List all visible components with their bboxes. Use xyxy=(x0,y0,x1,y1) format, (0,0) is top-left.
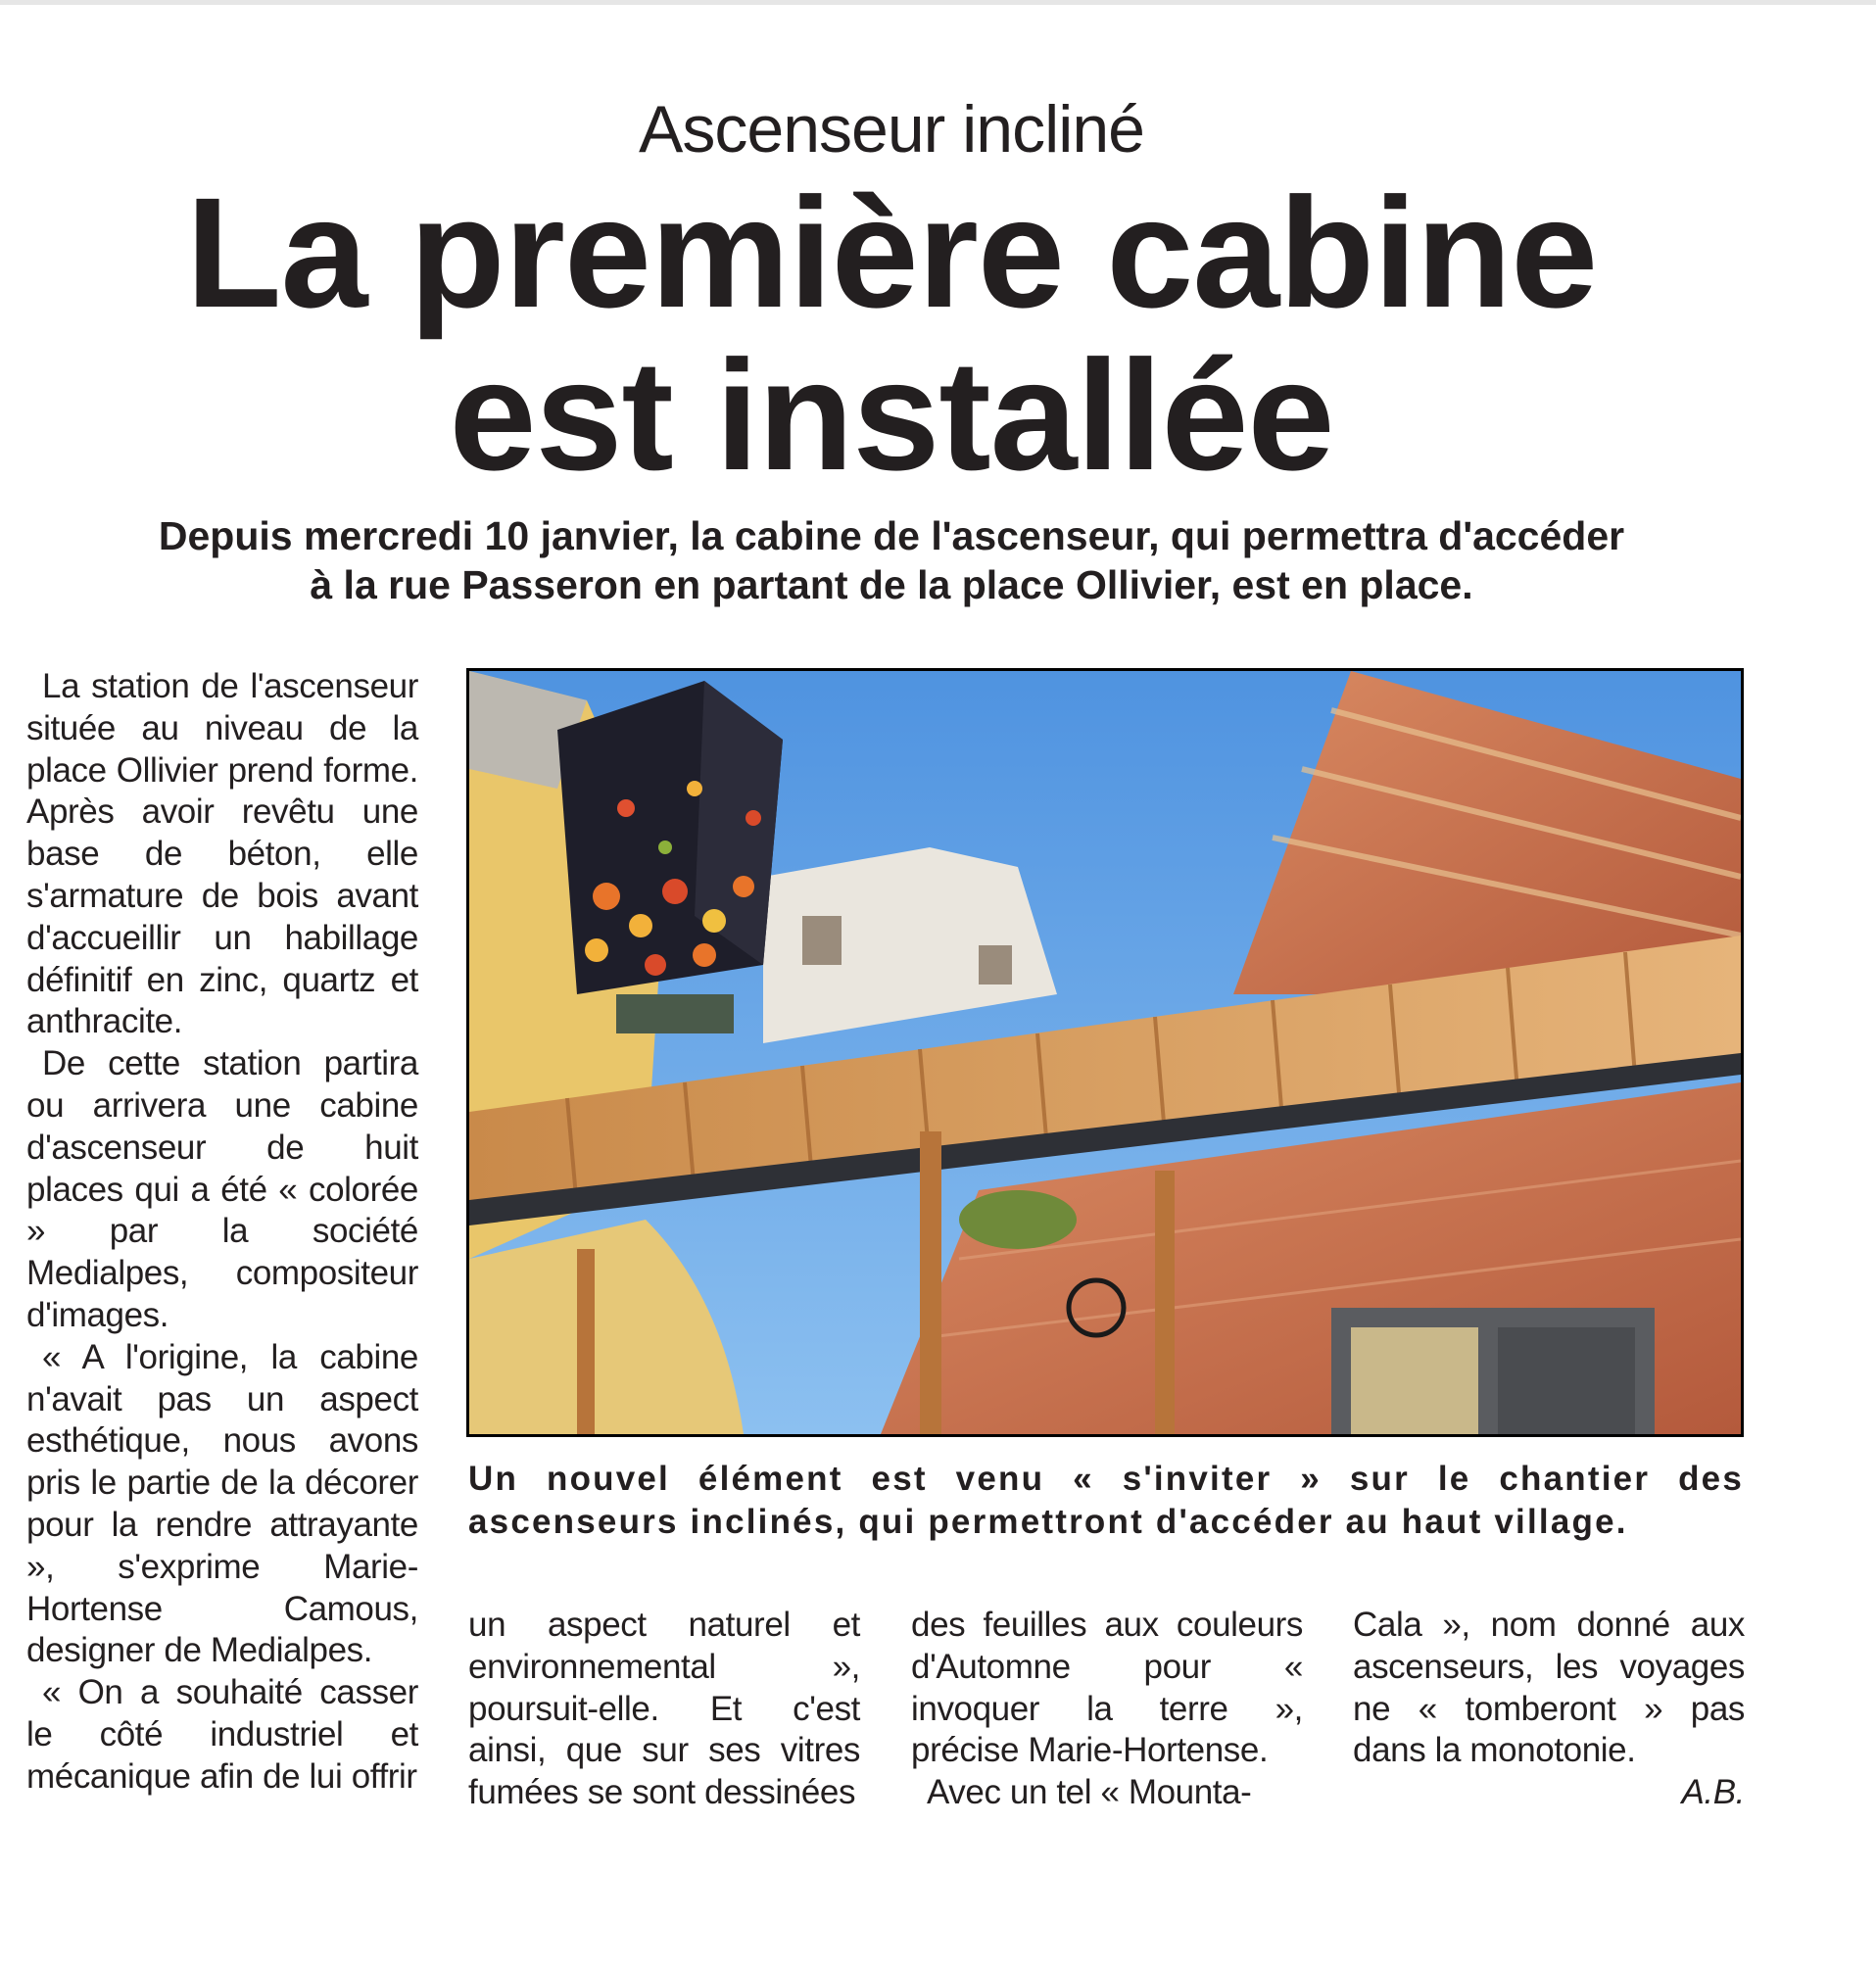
column-bottom-3 xyxy=(1353,1605,1745,1814)
cabin-photo-illustration xyxy=(469,671,1741,1434)
bush xyxy=(959,1190,1077,1249)
paragraph-5: un aspect naturel et environnemental », poursuit-elle. Et c'est ainsi, que sur ses vitres fumées se sont dessinées xyxy=(468,1606,860,1812)
paragraph-2: De cette station partira ou arrivera une cabine d'ascenseur de huit places qui a été « colorée » par la société Medialpes, compositeur d'images. xyxy=(26,1044,418,1334)
article-headline xyxy=(0,165,1783,503)
wooden-post xyxy=(1155,1171,1175,1434)
article-photo xyxy=(466,668,1744,1437)
lede-line-2: à la rue Passeron en partant de la place Ollivier, est en place. xyxy=(310,562,1473,607)
headline-line-2: est installée xyxy=(449,327,1334,503)
paragraph-3: « A l'origine, la cabine n'avait pas un aspect esthétique, nous avons pris le partie de la décorer pour la rendre attrayante », s'exprime Marie-Hortense Camous, designer de Medialpes. xyxy=(26,1337,418,1670)
column-left xyxy=(26,666,418,1799)
paragraph-4: « On a souhaité casser le côté industriel et mécanique afin de lui offrir xyxy=(26,1673,418,1796)
paragraph-6: des feuilles aux couleurs d'Automne pour « invoquer la terre », précise Marie-Hortense. xyxy=(911,1606,1303,1770)
column-bottom-2 xyxy=(911,1605,1303,1814)
photo-caption: Un nouvel élément est venu « s'inviter » sur le chantier des ascenseurs inclinés, qui permettront d'accéder au haut village. xyxy=(468,1460,1744,1541)
column-bottom-1 xyxy=(468,1605,860,1814)
article-kicker: Ascenseur incliné xyxy=(639,92,1144,167)
lede-line-1: Depuis mercredi 10 janvier, la cabine de l'ascenseur, qui permettra d'accéder xyxy=(158,513,1625,558)
paragraph-8: Cala », nom donné aux ascenseurs, les voyages ne « tomberont » pas dans la monotonie. xyxy=(1353,1606,1745,1770)
wooden-post xyxy=(920,1131,941,1434)
wooden-post xyxy=(577,1249,595,1434)
author-signature: A.B. xyxy=(1681,1773,1745,1812)
article-lede xyxy=(29,511,1754,609)
paragraph-7: Avec un tel « Mounta- xyxy=(927,1773,1252,1812)
headline-line-1: La première cabine xyxy=(185,165,1598,340)
paragraph-1: La station de l'ascenseur située au niveau de la place Ollivier prend forme. Après avoir revêtu une base de béton, elle s'armature de bois avant d'accueillir un habillage définitif en zinc, quartz et anthracite. xyxy=(26,667,418,1041)
top-rule xyxy=(0,0,1876,5)
